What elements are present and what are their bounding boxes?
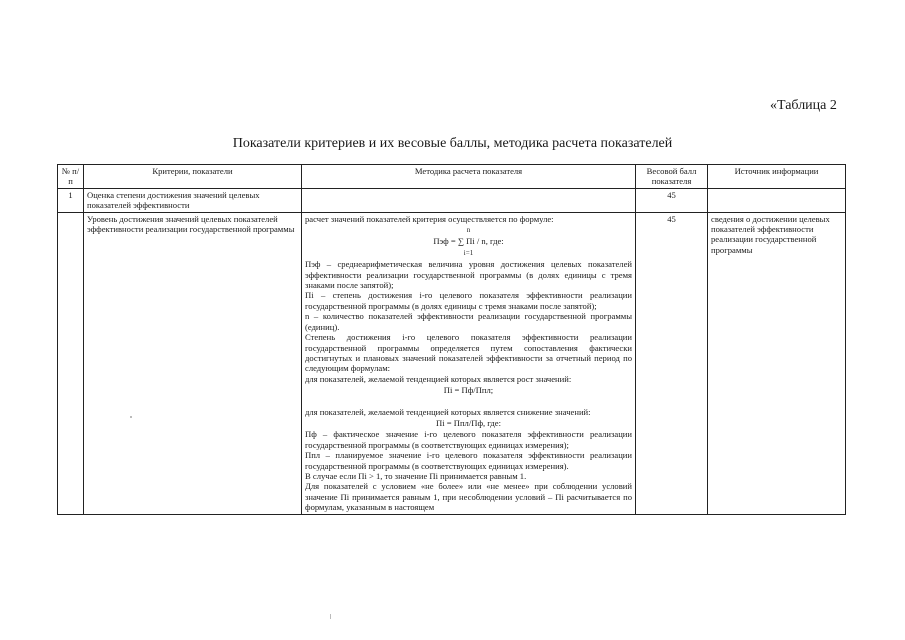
header-method: Методика расчета показателя	[302, 165, 636, 189]
header-criteria: Критерии, показатели	[84, 165, 302, 189]
row2-method	[302, 212, 636, 514]
formula-1-bottom: i=1	[463, 248, 474, 257]
definition-pi: Пi – степень достижения i-го целевого показателя эффективности реализации государственной программы (в долях единицы с тремя знаками после запятой);	[305, 290, 632, 311]
formula-3: Пi = Ппл/Пф, где:	[436, 417, 501, 428]
formula-2: Пi = Пф/Ппл;	[443, 385, 494, 396]
criteria-table	[57, 164, 846, 515]
header-weight: Весовой балл показателя	[636, 165, 708, 189]
row1-method	[302, 188, 636, 212]
table-header-row	[58, 165, 846, 189]
table-row	[58, 212, 846, 514]
formula-1: Пэф = ∑ Пi / n, где:	[433, 236, 504, 247]
table-row	[58, 188, 846, 212]
row1-weight: 45	[636, 188, 708, 212]
method-paragraph-2: для показателей, желаемой тенденцией которых является рост значений:	[305, 373, 572, 384]
method-paragraph-1: Степень достижения i-го целевого показателя эффективности реализации государственной программы определяется путем сопоставления фактически достигнутых и плановых значений показателей эффективности за отчетный период по следующим формулам:	[305, 332, 632, 374]
row1-source	[708, 188, 846, 212]
row2-criteria: Уровень достижения значений целевых показателей эффективности реализации государственной программы	[84, 212, 302, 514]
row2-weight: 45	[636, 212, 708, 514]
header-source: Источник информации	[708, 165, 846, 189]
definition-peff: Пэф – среднеарифметическая величина уровня достижения целевых показателей эффективности реализации государственной программы (в долях единицы с тремя знаками после запятой);	[305, 259, 632, 291]
scan-speck	[330, 614, 331, 619]
method-paragraph-4: В случае если Пi > 1, то значение Пi принимается равным 1.	[305, 470, 527, 481]
definition-pf: Пф – фактическое значение i-го целевого показателя эффективности реализации государственной программы (в соответствующих единицах измерения);	[305, 429, 632, 450]
header-num: № п/п	[58, 165, 84, 189]
method-paragraph-5: Для показателей с условием «не более» или «не менее» при соблюдении условий значение Пi принимается равным 1, при несоблюдении условий – Пi расчитывается по формулам, указанным в настоящем	[305, 481, 632, 513]
method-intro: расчет значений показателей критерия осуществляется по формуле:	[305, 213, 554, 224]
scan-speck	[130, 416, 132, 418]
table-reference: «Таблица 2	[770, 98, 837, 113]
document-title: Показатели критериев и их весовые баллы, методика расчета показателей	[232, 136, 673, 151]
method-paragraph-3: для показателей, желаемой тенденцией которых является снижение значений:	[305, 406, 591, 417]
formula-1-top: n	[466, 226, 471, 235]
row1-criteria: Оценка степени достижения значений целевых показателей эффективности	[84, 188, 302, 212]
row1-num: 1	[58, 188, 84, 212]
definition-n: n – количество показателей эффективности реализации государственной программы (единиц).	[305, 311, 632, 332]
row2-source: сведения о достижении целевых показателей эффективности реализации государственной программы	[708, 212, 846, 514]
definition-ppl: Ппл – планируемое значение i-го целевого показателя эффективности реализации государственной программы (в соответствующих единицах измерения).	[305, 450, 632, 471]
row2-num	[58, 212, 84, 514]
